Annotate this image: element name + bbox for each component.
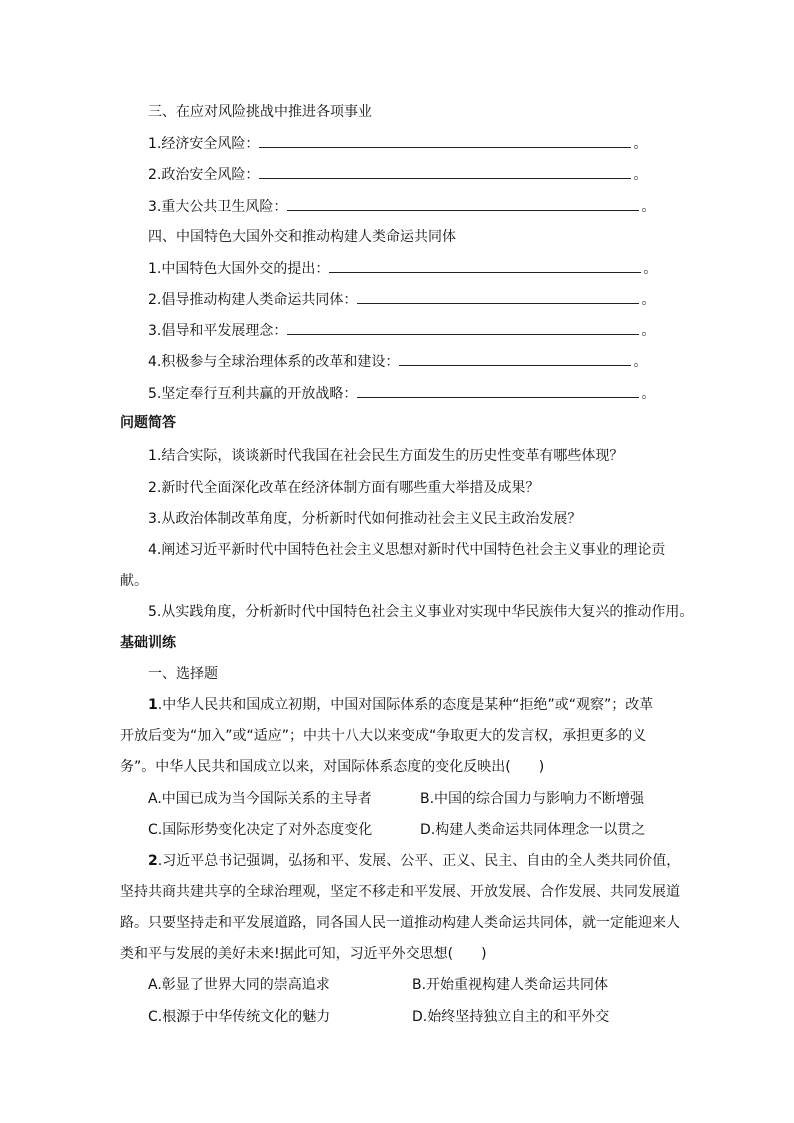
question-number: 2 [148,853,158,869]
section3-item-2 [148,164,647,185]
item-end: 。 [633,167,648,183]
q2-option-c[interactable]: C.根源于中华传统文化的魅力 [148,1009,331,1025]
practice-heading: 基础训练 [120,635,176,651]
q1-option-d[interactable]: D.构建人类命运共同体理念一以贯之 [420,822,646,838]
q2-option-b[interactable]: B.开始重视构建人类命运共同体 [412,977,609,993]
answer-blank[interactable] [259,164,631,179]
item-end: 。 [633,354,648,370]
q2-line-3: 路。只要坚持走和平发展道路，同各国人民一道推动构建人类命运共同体，就一定能迎来人 [120,915,680,931]
q1-line-3: 务”。中华人民共和国成立以来，对国际体系态度的变化反映出( ) [120,759,545,775]
item-label: 1.中国特色大国外交的提出： [148,261,330,277]
section3-item-1 [148,133,647,154]
qa-question-1: 1.结合实际，谈谈新时代我国在社会民生方面发生的历史性变革有哪些体现？ [148,448,624,464]
qa-question-4-cont: 献。 [120,573,148,589]
q1-option-c[interactable]: C.国际形势变化决定了对外态度变化 [148,822,373,838]
section3-item-3 [148,196,655,217]
section4-heading: 四、中国特色大国外交和推动构建人类命运共同体 [148,229,456,245]
q1-line-1 [148,695,653,715]
item-end: 。 [641,323,656,339]
qa-question-3: 3.从政治体制改革角度，分析新时代如何推动社会主义民主政治发展？ [148,511,582,527]
question-text: .习近平总书记强调，弘扬和平、发展、公平、正义、民主、自由的全人类共同价值， [157,853,681,869]
item-end: 。 [633,136,648,152]
question-text: .中华人民共和国成立初期，中国对国际体系的态度是某种“拒绝”或“观察”；改革 [157,697,654,713]
practice-subheading: 一、选择题 [148,666,218,682]
qa-question-2: 2.新时代全面深化改革在经济体制方面有哪些重大举措及成果？ [148,480,540,496]
q2-option-a[interactable]: A.彰显了世界大同的崇高追求 [148,977,330,993]
qa-heading: 问题简答 [120,415,176,431]
answer-blank[interactable] [287,320,639,335]
item-end: 。 [641,292,656,308]
section4-item-2 [148,289,655,310]
q2-line-2: 坚持共商共建共享的全球治理观，坚定不移走和平发展、开放发展、合作发展、共同发展道 [120,884,680,900]
answer-blank[interactable] [259,133,631,148]
q2-line-1 [148,851,680,871]
item-label: 3.倡导和平发展理念： [148,323,288,339]
item-label: 2.倡导推动构建人类命运共同体： [148,292,358,308]
answer-blank[interactable] [357,289,639,304]
section4-item-3 [148,320,655,341]
answer-blank[interactable] [357,383,639,398]
section4-item-4 [148,351,647,372]
item-end: 。 [641,386,656,402]
q2-line-4: 类和平与发展的美好未来!据此可知，习近平外交思想( ) [120,946,487,962]
answer-blank[interactable] [287,196,639,211]
q2-option-d[interactable]: D.始终坚持独立自主的和平外交 [412,1009,610,1025]
qa-question-4: 4.阐述习近平新时代中国特色社会主义思想对新时代中国特色社会主义事业的理论贡 [148,542,666,558]
question-number: 1 [148,697,158,713]
section3-heading: 三、在应对风险挑战中推进各项事业 [148,104,372,120]
answer-blank[interactable] [399,351,631,366]
section4-item-1 [148,258,657,279]
section4-item-5 [148,383,655,404]
item-end: 。 [641,199,656,215]
item-label: 4.积极参与全球治理体系的改革和建设： [148,354,400,370]
q1-option-b[interactable]: B.中国的综合国力与影响力不断增强 [420,791,645,807]
qa-question-5: 5.从实践角度，分析新时代中国特色社会主义事业对实现中华民族伟大复兴的推动作用。 [148,604,694,620]
item-label: 2.政治安全风险： [148,167,260,183]
item-end: 。 [643,261,658,277]
item-label: 5.坚定奉行互利共赢的开放战略： [148,386,358,402]
item-label: 3.重大公共卫生风险： [148,199,288,215]
item-label: 1.经济安全风险： [148,136,260,152]
q1-option-a[interactable]: A.中国已成为当今国际关系的主导者 [148,791,372,807]
q1-line-2: 开放后变为“加入”或“适应”；中共十八大以来变成“争取更大的发言权，承担更多的义 [120,728,647,744]
answer-blank[interactable] [329,258,641,273]
